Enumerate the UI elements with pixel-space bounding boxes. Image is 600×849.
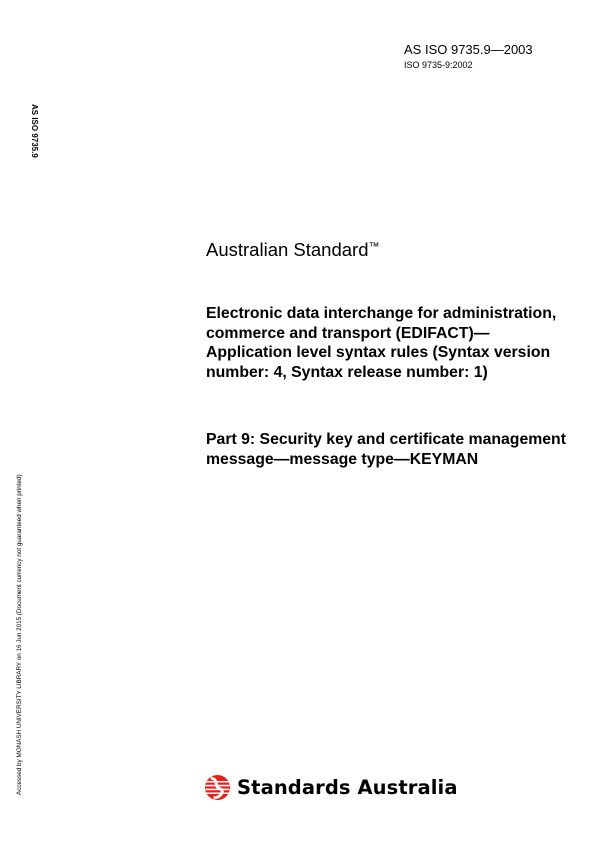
part-title: Part 9: Security key and certificate management message—message type—KEYMAN (206, 431, 566, 468)
publisher-name: Standards Australia (237, 775, 458, 799)
document-title: Electronic data interchange for administration, commerce and transport (EDIFACT)—Application level syntax rules (Syntax version number: 4, Syntax release number: 1) (206, 305, 557, 381)
iso-number: ISO 9735-9:2002 (404, 60, 473, 70)
publisher-logo (204, 773, 458, 801)
side-standard-id: AS ISO 9735.9 (30, 104, 39, 158)
standards-australia-logo-icon (204, 774, 231, 801)
standard-number: AS ISO 9735.9—2003 (404, 42, 533, 57)
standard-type-heading (206, 239, 380, 261)
trademark-symbol: ™ (368, 241, 380, 253)
access-notice: Accessed by MONASH UNIVERSITY LIBRARY on 16 Jun 2015 (Document currency not guaranteed when printed) (16, 474, 23, 795)
standard-type-text: Australian Standard (206, 239, 369, 260)
